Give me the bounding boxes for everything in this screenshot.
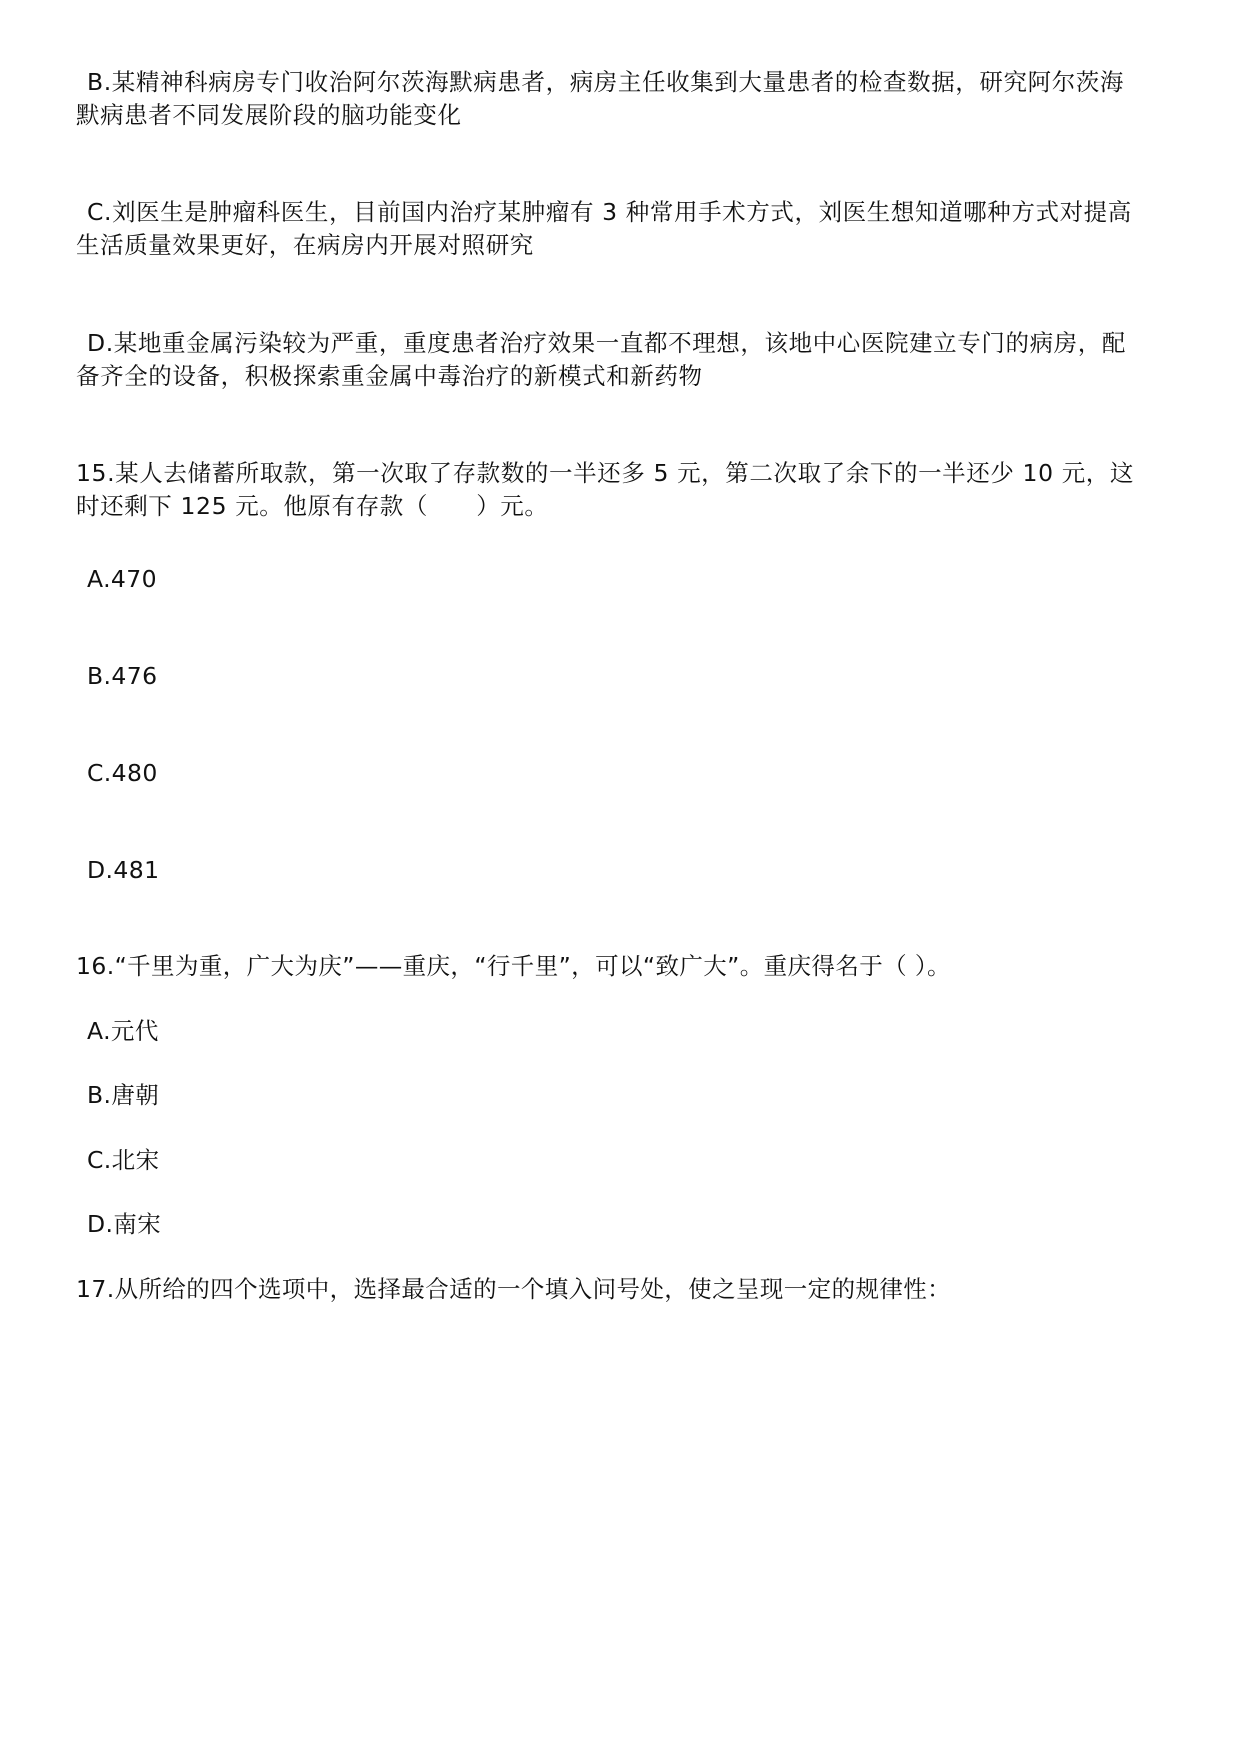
q14-option-d-line1: D.某地重金属污染较为严重，重度患者治疗效果一直都不理想，该地中心医院建立专门的病房，配 [87,329,1126,357]
q15-option-d: D.481 [87,856,160,884]
q15-stem [76,457,1166,522]
q14-option-b-line2: 默病患者不同发展阶段的脑功能变化 [76,100,462,129]
q16-stem: 16.“千里为重，广大为庆”——重庆，“行千里”，可以“致广大”。重庆得名于（ ）。 [76,952,951,980]
q15-option-b: B.476 [87,662,158,690]
q15-stem-line1: 15.某人去储蓄所取款，第一次取了存款数的一半还多 5 元，第二次取了余下的一半还少 10 元，这 [76,459,1135,487]
q16-option-b: B.唐朝 [87,1081,160,1109]
q17-stem: 17.从所给的四个选项中，选择最合适的一个填入问号处，使之呈现一定的规律性： [76,1275,952,1303]
q15-option-a: A.470 [87,565,157,593]
q16-option-c: C.北宋 [87,1146,160,1174]
q14-option-d [76,327,1166,392]
q14-option-b-line1: B.某精神科病房专门收治阿尔茨海默病患者，病房主任收集到大量患者的检查数据，研究阿尔茨海 [87,68,1124,96]
q16-option-d: D.南宋 [87,1210,162,1238]
q14-option-c-line2: 生活质量效果更好，在病房内开展对照研究 [76,230,534,259]
q14-option-b [76,66,1166,131]
q14-option-c [76,196,1166,261]
q15-stem-line2: 时还剩下 125 元。他原有存款（ ）元。 [76,491,549,520]
q16-option-a: A.元代 [87,1017,159,1045]
q15-option-c: C.480 [87,759,158,787]
q14-option-d-line2: 备齐全的设备，积极探索重金属中毒治疗的新模式和新药物 [76,361,703,390]
q14-option-c-line1: C.刘医生是肿瘤科医生，目前国内治疗某肿瘤有 3 种常用手术方式，刘医生想知道哪种方式对提高 [87,198,1132,226]
